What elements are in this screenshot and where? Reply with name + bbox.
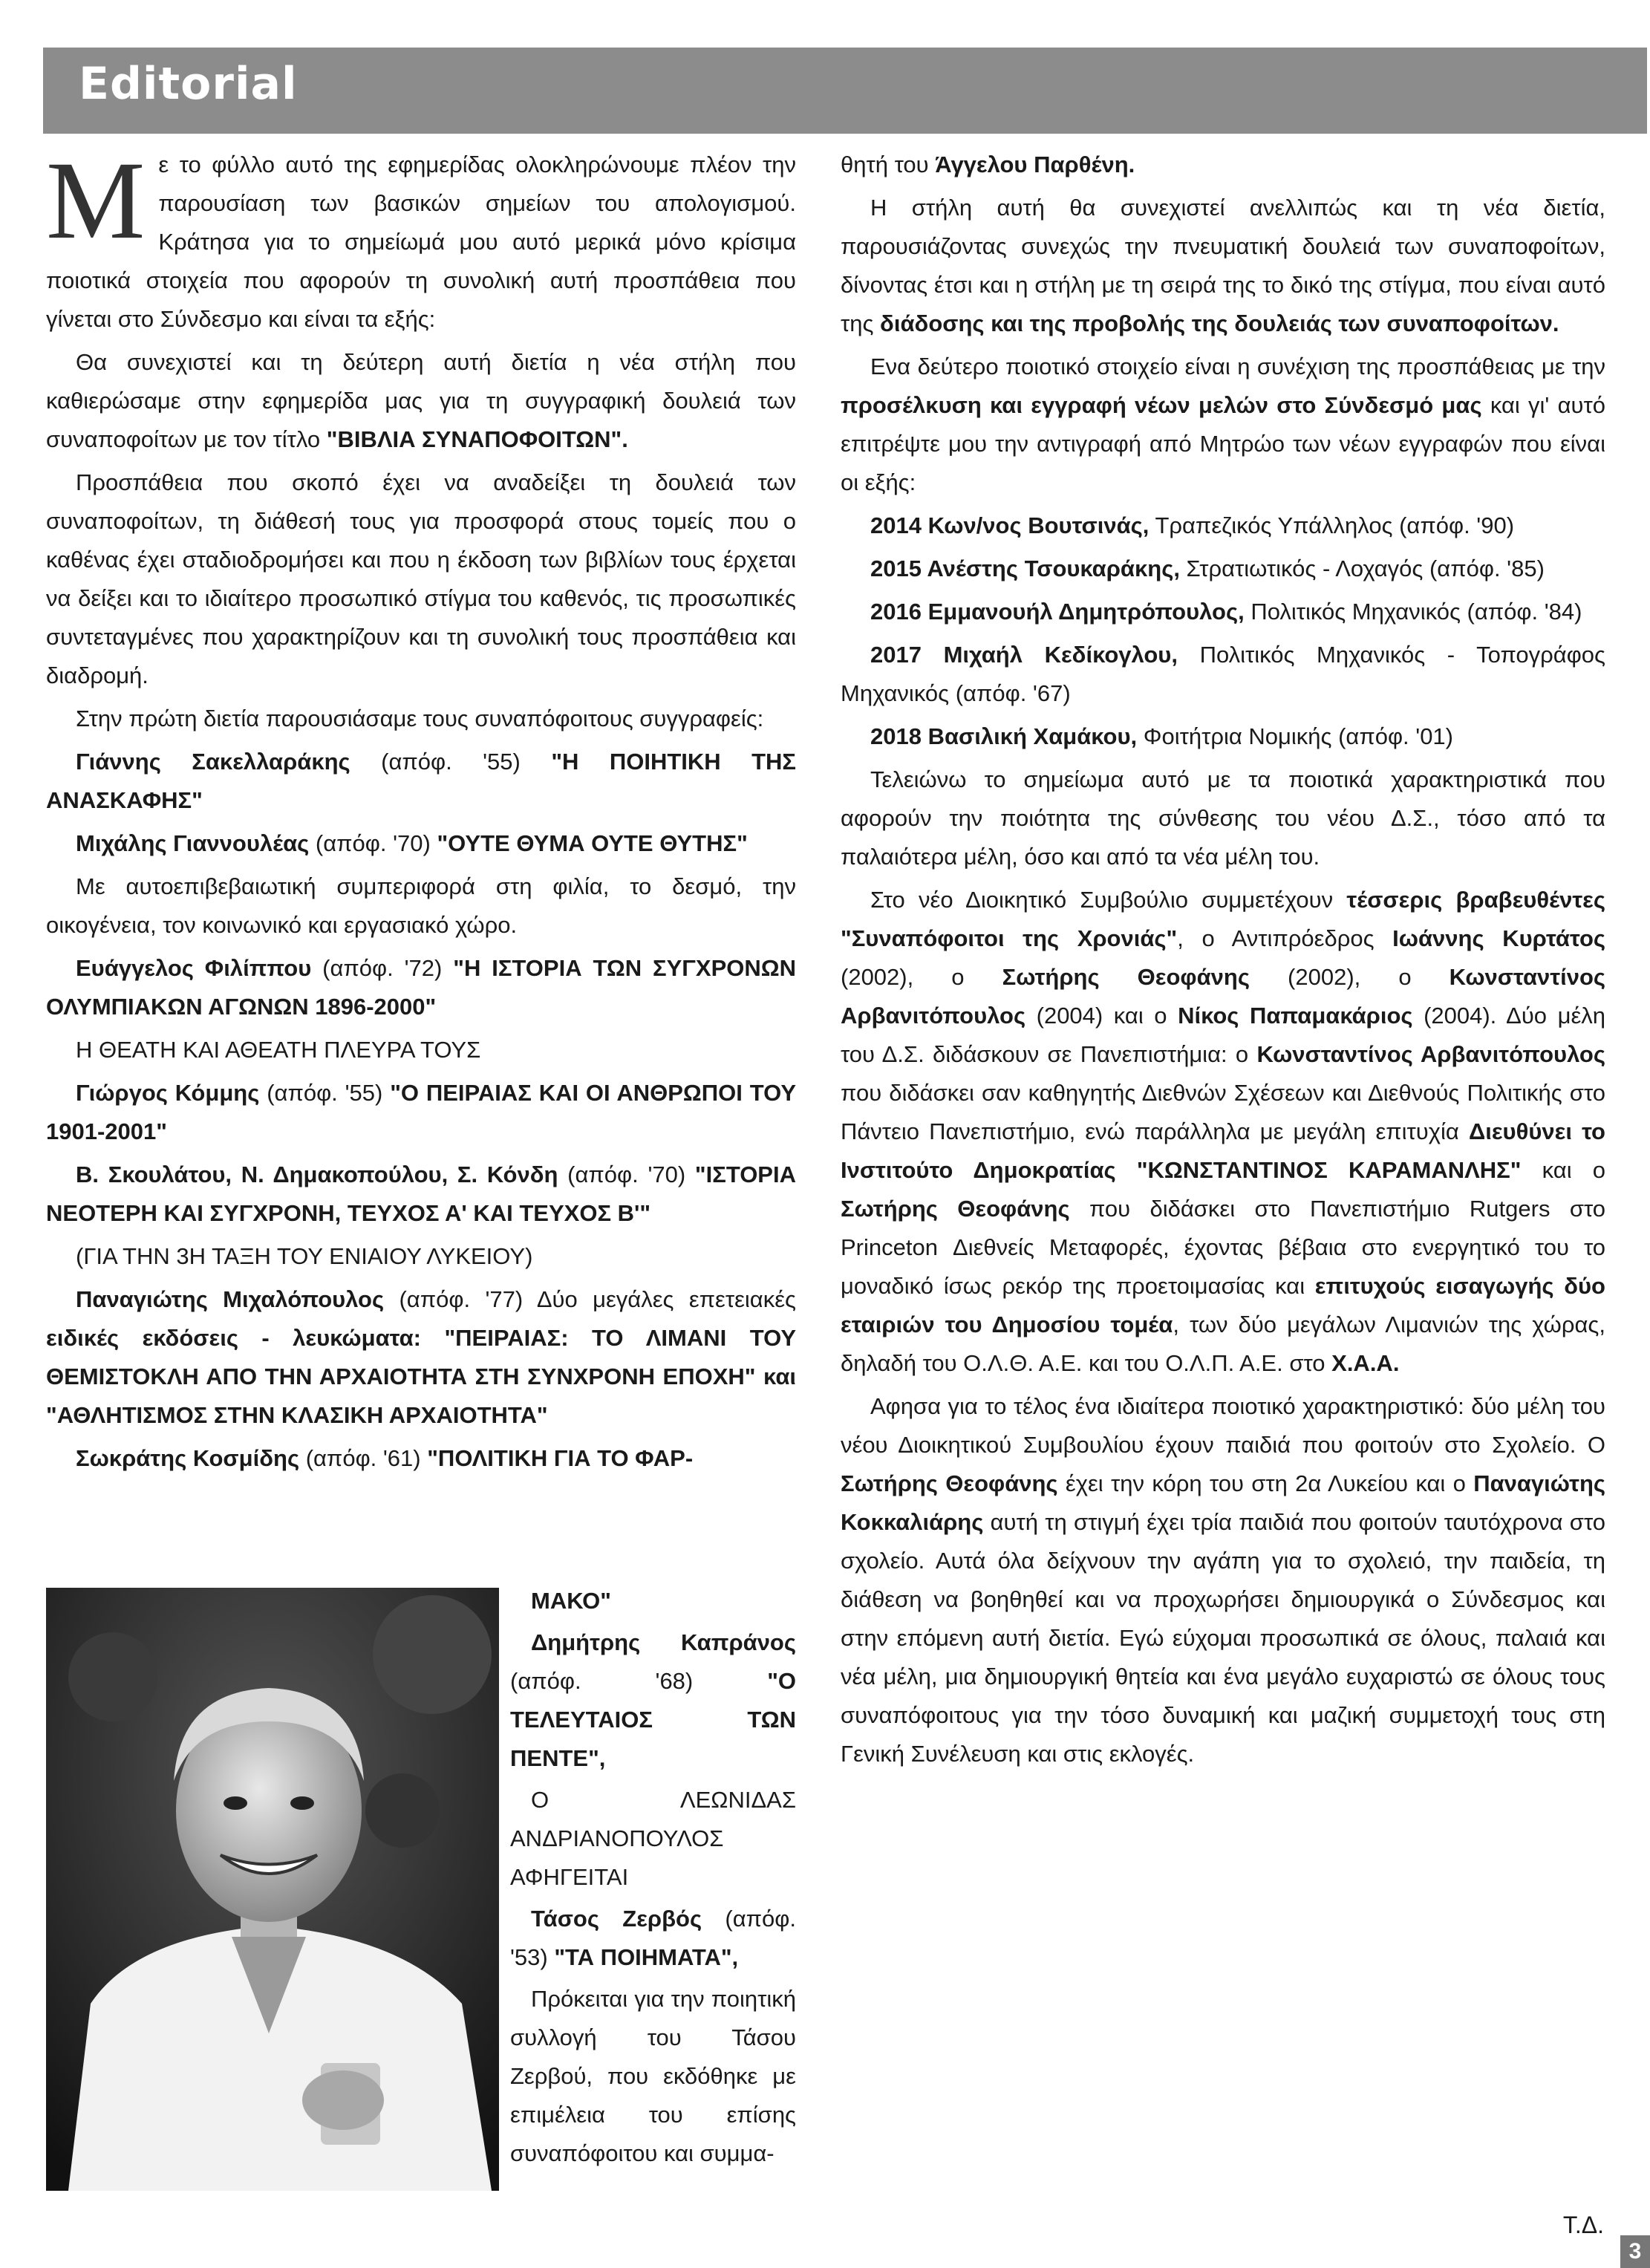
book-title: "ΟΥΤΕ ΘΥΜΑ ΟΥΤΕ ΘΥΤΗΣ" (437, 830, 748, 856)
book-title: "ΠΟΛΙΤΙΚΗ ΓΙΑ ΤΟ ΦΑΡ- (427, 1445, 694, 1471)
member-description: Πολιτικός Μηχανικός - Τοπογράφος Μηχανικός (απόφ. '67) (841, 642, 1605, 706)
page-number: 3 (1620, 2235, 1650, 2268)
boy-photo-illustration (46, 1588, 499, 2191)
paragraph (841, 189, 1605, 343)
text: και ο (1521, 1157, 1605, 1183)
graduation-year: (απόφ. '70) (309, 830, 437, 856)
text: , ο Αντιπρόεδρος (1177, 925, 1393, 951)
graduation-year: (απόφ. '53) (510, 1906, 797, 1970)
paragraph: Προσπάθεια που σκοπό έχει να αναδείξει τη δουλειά των συναποφοίτων, τη διάθεσή τους για προσφορά στους τομείς που ο καθένας έχει σταδιοδρομήσει και που η έκδοση των βιβλίων τους έρχεται να δείξει και το ιδιαίτερο προσωπικό στίγμα του καθενός, τις προσωπικές συντεταγμένες που χαρακτηρίζουν και τη συνολική τους προσπάθεια και διαδρομή. (46, 469, 796, 688)
book-entry (46, 1439, 796, 1478)
member-entry (841, 550, 1605, 588)
member-entry (841, 717, 1605, 756)
book-title: "ΠΕΙΡΑΙΑΣ: ΤΟ ΛΙΜΑΝΙ ΤΟΥ ΘΕΜΙΣΤΟΚΛΗ ΑΠΟ ΤΗΝ ΑΡΧΑΙΟΤΗΤΑ ΣΤΗ ΣΥΝΧΡΟΝΗ ΕΠΟΧΗ" και "ΑΘΛΗΤΙΣΜΟΣ ΣΤΗΝ ΚΛΑΣΙΚΗ ΑΡΧΑΙΟΤΗΤΑ" (46, 1325, 797, 1428)
person-name: Κωνσταντίνος Αρβανιτόπουλος (1256, 1041, 1605, 1067)
book-subtitle: (ΓΙΑ ΤΗΝ 3Η ΤΑΞΗ ΤΟΥ ΕΝΙΑΙΟΥ ΛΥΚΕΙΟΥ) (76, 1243, 533, 1269)
member-entry (841, 506, 1605, 545)
member-name: 2016 Εμμανουήλ Δημητρόπουλος, (870, 599, 1245, 625)
person-name: Σωτήρης Θεοφάνης (841, 1196, 1070, 1222)
photo-side-text (510, 1582, 796, 2176)
member-entry (841, 593, 1605, 631)
highlight: διάδοσης και της προβολής της δουλειάς των συναποφοίτων. (880, 310, 1559, 336)
editor-name: Άγγελου Παρθένη. (935, 151, 1135, 177)
author-name: Β. Σκουλάτου, Ν. Δημακοπούλου, Σ. Κόνδη (76, 1161, 558, 1187)
intro-paragraph (46, 139, 796, 339)
book-title: "Ο ΠΕΙΡΑΙΑΣ ΚΑΙ ΟΙ ΑΝΘΡΩΠΟΙ ΤΟΥ 1901-2001" (46, 1080, 797, 1144)
member-entry (841, 636, 1605, 713)
paragraph (46, 343, 796, 459)
book-entry (510, 1900, 796, 1977)
member-description: Φοιτήτρια Νομικής (απόφ. '01) (1137, 723, 1453, 749)
book-entry (46, 1280, 796, 1435)
book-entry (46, 949, 796, 1026)
header-bar (43, 48, 1647, 134)
person-name: Παναγιώτης Κοκκαλιάρης (841, 1470, 1605, 1535)
photo-block (46, 1588, 796, 2189)
book-title: "ΙΣΤΟΡΙΑ ΝΕΟΤΕΡΗ ΚΑΙ ΣΥΓΧΡΟΝΗ, ΤΕΥΧΟΣ Α' ΚΑΙ ΤΕΥΧΟΣ Β'" (46, 1161, 796, 1226)
author-name: Σωκράτης Κοσμίδης (76, 1445, 300, 1471)
highlight: Χ.Α.Α. (1331, 1350, 1400, 1376)
graduation-year: (απόφ. '68) (510, 1668, 768, 1694)
paragraph: Στην πρώτη διετία παρουσιάσαμε τους συναπόφοιτους συγγραφείς: (76, 706, 764, 731)
graduation-year: (απόφ. '61) (299, 1445, 428, 1471)
section-title: Editorial (79, 58, 298, 110)
text: θητή του (841, 151, 936, 177)
book-title: "ΤΑ ΠΟΙΗΜΑΤΑ", (554, 1944, 739, 1970)
book-description: Πρόκειται για την ποιητική συλλογή του Τάσου Ζερβού, που εκδόθηκε με επιμέλεια του επίσης συναπόφοιτου και συμμα- (510, 1986, 796, 2166)
author-name: Δημήτρης Καπράνος (531, 1629, 796, 1655)
boy-photo (46, 1588, 499, 2191)
text: που διδάσκει στο Πανεπιστήμιο Rutgers στο Princeton Διεθνείς Μεταφορές, έχοντας βέβαια στο ενεργητικό του το μοναδικό ίσως ρεκόρ της προετοιμασίας και (841, 1196, 1605, 1299)
text: (2004) και ο (1025, 1003, 1178, 1029)
text: Αφησα για το τέλος ένα ιδιαίτερα ποιοτικό χαρακτηριστικό: δύο μέλη του νέου Διοικητικού Συμβουλίου έχουν παιδιά που φοιτούν στο Σχολείο. Ο (841, 1393, 1605, 1458)
member-description: Τραπεζικός Υπάλληλος (απόφ. '90) (1149, 512, 1515, 538)
paragraph (841, 146, 1605, 184)
text: αυτή τη στιγμή έχει τρία παιδιά που φοιτούν ταυτόχρονα στο σχολείο. Αυτά όλα δείχνουν την αγάπη για το σχολειό, την παιδεία, τη διάθεση να βοηθηθεί και να προχωρήσει δημιουργικά ο Σύνδεσμος και στην επόμενη αυτή διετία. Εγώ εύχομαι προσωπικά σε όλους, παλαιά και νέα μέλη, μια δημιουργική θητεία και ένα μεγάλο ευχαριστώ σε όλους τους συναπόφοιτους για την τόσο δυναμική και μαζική συμμετοχή τους στη Γενική Συνέλευση και στις εκλογές. (841, 1509, 1605, 1767)
member-name: 2017 Μιχαήλ Κεδίκογλου, (870, 642, 1178, 668)
book-subtitle: Ο ΛΕΩΝΙΔΑΣ ΑΝΔΡΙΑΝΟΠΟΥΛΟΣ ΑΦΗΓΕΙΤΑΙ (510, 1787, 796, 1890)
person-name: Σωτήρης Θεοφάνης (1002, 964, 1250, 990)
highlight: προσέλκυση και εγγραφή νέων μελών στο Σύνδεσμό μας (841, 392, 1482, 418)
book-description: Με αυτοεπιβεβαιωτική συμπεριφορά στη φιλία, το δεσμό, την οικογένεια, τον κοινωνικό και εργασιακό χώρο. (46, 873, 796, 938)
person-name: Σωτήρης Θεοφάνης (841, 1470, 1058, 1496)
highlight: τέσσερις βραβευθέντες "Συναπόφοιτοι της Χρονιάς" (841, 887, 1605, 951)
text: Η στήλη αυτή θα συνεχιστεί ανελλιπώς και τη νέα διετία, παρουσιάζοντας συνεχώς την πνευματική δουλειά των συναποφοίτων, δίνοντας έτσι και η στήλη με τη σειρά της το δικό της στίγμα, που είναι αυτό της (841, 195, 1605, 336)
intro-text: ε το φύλλο αυτό της εφημερίδας ολοκληρώνουμε πλέον την παρουσίαση των βασικών σημείων του απολογισμού. Κράτησα για το σημείωμά μου αυτό μερικά μόνο κρίσιμα ποιοτικά στοιχεία που αφορούν τη συνολική αυτή προσπάθεια που γίνεται στο Σύνδεσμο και είναι τα εξής: (46, 151, 796, 332)
book-subtitle: Η ΘΕΑΤΗ ΚΑΙ ΑΘΕΑΤΗ ΠΛΕΥΡΑ ΤΟΥΣ (76, 1037, 481, 1063)
text: Ενα δεύτερο ποιοτικό στοιχείο είναι η συνέχιση της προσπάθειας με την (870, 353, 1605, 379)
book-entry (510, 1623, 796, 1778)
drop-cap: Μ (46, 139, 146, 262)
book-title: "Ο ΤΕΛΕΥΤΑΙΟΣ ΤΩΝ ΠΕΝΤΕ", (510, 1668, 796, 1771)
author-name: Παναγιώτης Μιχαλόπουλος (76, 1286, 385, 1312)
book-entry (46, 743, 796, 820)
paragraph (841, 1387, 1605, 1773)
right-column (841, 146, 1605, 1778)
paragraph (841, 348, 1605, 502)
highlight: Διευθύνει το Ινστιτούτο Δημοκρατίας "ΚΩΝΣΤΑΝΤΙΝΟΣ ΚΑΡΑΜΑΝΛΗΣ" (841, 1118, 1605, 1183)
book-entry (46, 1156, 796, 1233)
paragraph (841, 881, 1605, 1383)
text: που διδάσκει σαν καθηγητής Διεθνών Σχέσεων και Διεθνούς Πολιτικής στο Πάντειο Πανεπιστήμιο, ενώ παράλληλα με μεγάλη επιτυχία (841, 1080, 1605, 1144)
graduation-year: (απόφ. '55) (350, 749, 552, 775)
text: , των δύο μεγάλων Λιμανιών της χώρας, δηλαδή του Ο.Λ.Θ. Α.Ε. και του Ο.Λ.Π. Α.Ε. στο (841, 1311, 1605, 1376)
book-title: ΜΑΚΟ" (531, 1588, 611, 1614)
member-description: Στρατιωτικός - Λοχαγός (απόφ. '85) (1179, 555, 1545, 581)
graduation-year: (απόφ. '77) Δύο μεγάλες επετειακές (384, 1286, 796, 1312)
book-entry (46, 1074, 796, 1151)
member-name: 2014 Κων/νος Βουτσινάς, (870, 512, 1150, 538)
member-name: 2018 Βασιλική Χαμάκου, (870, 723, 1138, 749)
text: Θα συνεχιστεί και τη δεύτερη αυτή διετία η νέα στήλη που καθιερώσαμε στην εφημερίδα μας για τη συγγραφική δουλειά των συναποφοίτων με τον τίτλο (46, 349, 796, 452)
author-name: Ευάγγελος Φιλίππου (76, 955, 312, 981)
person-name: Ιωάννης Κυρτάτος (1392, 925, 1605, 951)
person-name: Κωνσταντίνος Αρβανιτόπουλος (841, 964, 1605, 1029)
graduation-year: (απόφ. '70) (558, 1161, 686, 1187)
person-name: Νίκος Παπαμακάριος (1178, 1003, 1413, 1029)
left-column (46, 139, 797, 1482)
text: έχει την κόρη του στη 2α Λυκείου και ο (1057, 1470, 1474, 1496)
member-name: 2015 Ανέστης Τσουκαράκης, (870, 555, 1180, 581)
text: (2004). Δύο μέλη του Δ.Σ. διδάσκουν σε Πανεπιστήμια: ο (841, 1003, 1606, 1067)
book-entry (46, 824, 796, 863)
member-description: Πολιτικός Μηχανικός (απόφ. '84) (1244, 599, 1582, 625)
text: Στο νέο Διοικητικό Συμβούλιο συμμετέχουν (870, 887, 1347, 913)
graduation-year: (απόφ. '72) (311, 955, 454, 981)
author-name: Γιώργος Κόμμης (76, 1080, 260, 1106)
book-title-continued (510, 1582, 796, 1620)
column-title: "ΒΙΒΛΙΑ ΣΥΝΑΠΟΦΟΙΤΩΝ". (326, 426, 628, 452)
text: (2002), ο (1249, 964, 1450, 990)
book-title: "Η ΠΟΙΗΤΙΚΗ ΤΗΣ ΑΝΑΣΚΑΦΗΣ" (46, 749, 797, 813)
special-editions: ειδικές εκδόσεις - λευκώματα: (46, 1325, 421, 1351)
paragraph: Τελειώνω το σημείωμα αυτό με τα ποιοτικά χαρακτηριστικά που αφορούν την ποιότητα της σύνθεσης του νέου Δ.Σ., τόσο από τα παλαιότερα μέλη, όσο και από τα νέα μέλη του. (841, 766, 1605, 870)
signature: Τ.Δ. (1562, 2212, 1604, 2238)
author-name: Μιχάλης Γιαννουλέας (76, 830, 310, 856)
highlight: επιτυχούς εισαγωγής δύο εταιριών του Δημοσίου τομέα (841, 1273, 1605, 1337)
author-name: Τάσος Ζερβός (531, 1906, 702, 1932)
book-title: "Η ΙΣΤΟΡΙΑ ΤΩΝ ΣΥΓΧΡΟΝΩΝ ΟΛΥΜΠΙΑΚΩΝ ΑΓΩΝΩΝ 1896-2000" (46, 955, 796, 1020)
graduation-year: (απόφ. '55) (259, 1080, 391, 1106)
text: και γι' αυτό επιτρέψτε μου την αντιγραφή από Μητρώο των νέων εγγραφών που είναι οι εξής: (841, 392, 1605, 495)
author-name: Γιάννης Σακελλαράκης (76, 749, 350, 775)
text: (2002), ο (841, 964, 1002, 990)
